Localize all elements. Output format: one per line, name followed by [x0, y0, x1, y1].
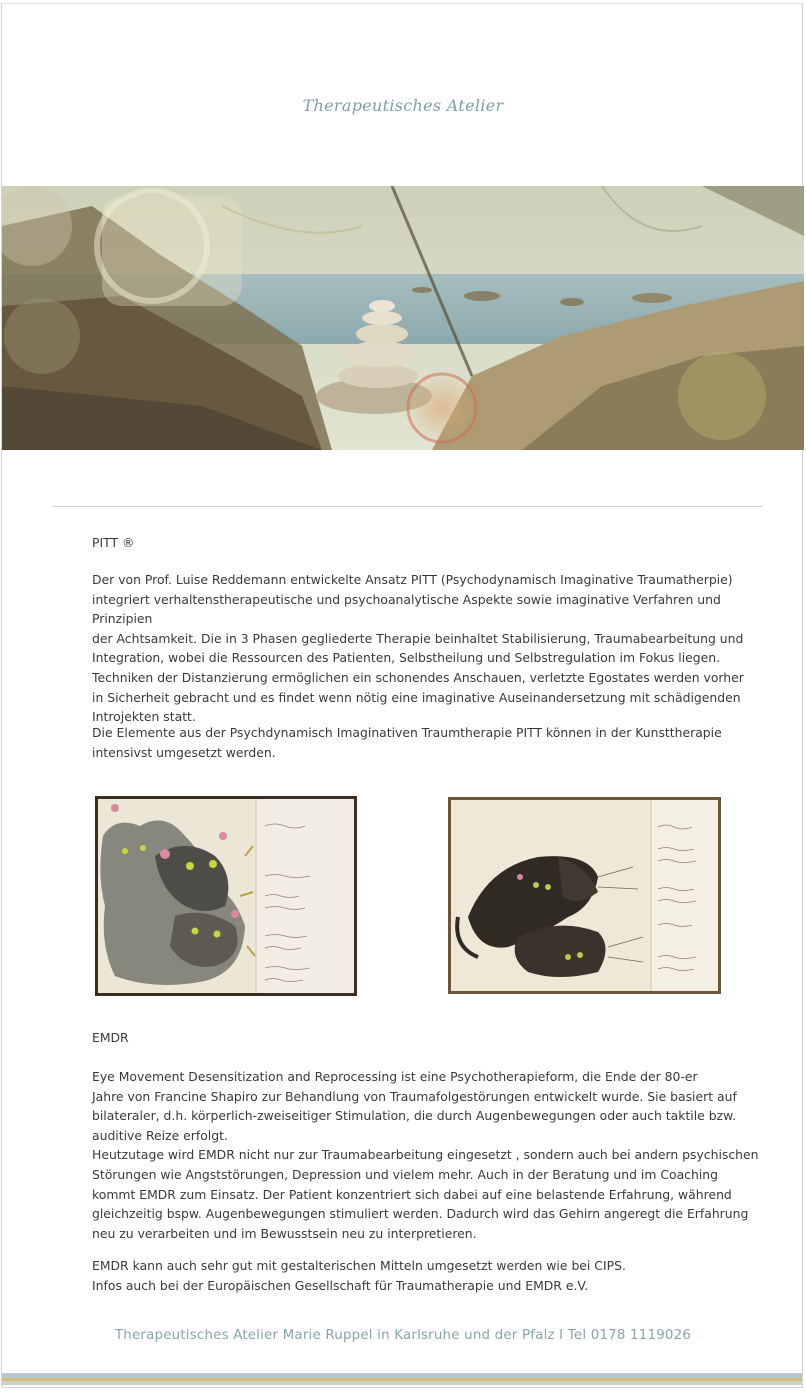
section-divider [52, 506, 762, 507]
text-line: gleichzeitig bspw. Augenbewegungen stimuliert werden. Dadurch wird das Gehirn angeregt die Erfahrung [92, 1206, 749, 1222]
text-line: Infos auch bei der Europäischen Gesellschaft für Traumatherapie und EMDR e.V. [92, 1277, 589, 1293]
text-line: der Achtsamkeit. Die in 3 Phasen gegliederte Therapie beinhaltet Stabilisierung, Traumabearbeitung und [92, 630, 744, 646]
page-title: Therapeutisches Atelier [302, 96, 504, 115]
text-line: intensivst umgesetzt werden. [92, 744, 276, 760]
text-line: neu zu verarbeiten und im Bewusstsein neu zu interpretieren. [92, 1225, 477, 1241]
text-line: Störungen wie Angststörungen, Depression und vielem mehr. Auch in der Beratung und im Coaching [92, 1166, 718, 1182]
emdr-paragraph-2 [92, 1256, 782, 1295]
pitt-paragraph-1 [92, 570, 782, 727]
text-line: Die Elemente aus der Psychdynamisch Imaginativen Traumtherapie PITT können in der Kunsttherapie [92, 725, 722, 740]
text-line: Introjekten statt. [92, 709, 196, 725]
footer-stripe [2, 1381, 802, 1385]
footer-contact: Therapeutisches Atelier Marie Ruppel in Karlsruhe und der Pfalz I Tel 0178 1119026 [114, 1328, 692, 1343]
text-line: Heutzutage wird EMDR nicht nur zur Traumabearbeitung eingesetzt , sondern auch bei andern psychischen [92, 1147, 759, 1163]
text-line: integriert verhaltenstherapeutische und psychoanalytische Aspekte sowie imaginative Verfahren und Prinzipien [92, 591, 721, 627]
text-line: Integration, wobei die Ressourcen des Patienten, Selbstheilung und Selbstregulation im Fokus liegen. [92, 650, 721, 666]
text-line: Techniken der Distanzierung ermöglichen ein schonendes Anschauen, verletzte Egostates werden vorher [92, 669, 744, 685]
text-line: in Sicherheit gebracht und es findet wenn nötig eine imaginative Auseinandersetzung mit schädigenden [92, 689, 741, 705]
text-line: kommt EMDR zum Einsatz. Der Patient konzentriert sich dabei auf eine belastende Erfahrung, während [92, 1186, 732, 1202]
pitt-heading: PITT ® [92, 535, 135, 550]
text-line: Jahre von Francine Shapiro zur Behandlung von Traumafolgestörungen entwickelt wurde. Sie basiert auf [92, 1088, 737, 1104]
text-line: Eye Movement Desensitization and Reprocessing ist eine Psychotherapieform, die Ende der 80-er [92, 1069, 698, 1084]
emdr-paragraph-1 [92, 1067, 782, 1243]
artwork-cats-1 [95, 796, 357, 996]
artwork-cats-2 [448, 797, 721, 994]
text-line: Der von Prof. Luise Reddemann entwickelte Ansatz PITT (Psychodynamisch Imaginative Traumatherpie) [92, 572, 733, 587]
banner-image [2, 186, 804, 450]
text-line: auditive Reize erfolgt. [92, 1127, 228, 1143]
pitt-paragraph-2 [92, 723, 782, 762]
text-line: bilateraler, d.h. körperlich-zweiseitiger Stimulation, die durch Augenbewegungen oder auch taktile bzw. [92, 1108, 737, 1124]
text-line: EMDR kann auch sehr gut mit gestalterischen Mitteln umgesetzt werden wie bei CIPS. [92, 1258, 626, 1273]
emdr-heading: EMDR [92, 1030, 129, 1045]
